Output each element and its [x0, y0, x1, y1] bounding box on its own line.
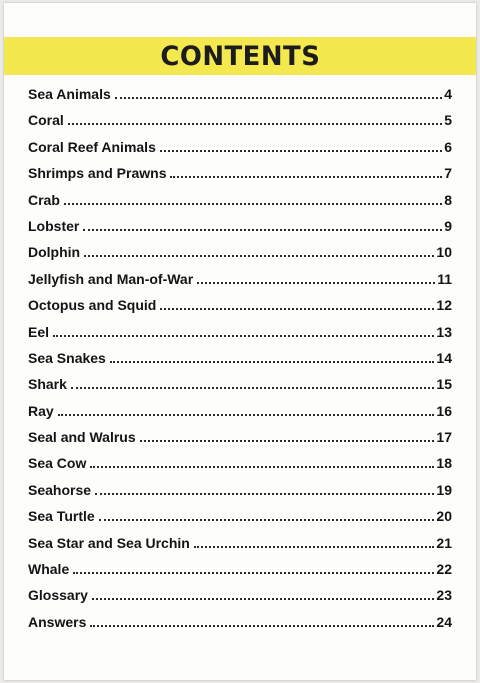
page-title: CONTENTS	[159, 40, 321, 72]
dot-leader	[83, 229, 442, 231]
toc-entry	[28, 587, 452, 613]
toc-entry-page: 8	[444, 191, 452, 208]
toc-entry-page: 20	[436, 508, 452, 525]
toc-entry-page: 14	[436, 349, 452, 366]
toc-entry-page: 7	[444, 165, 452, 182]
dot-leader	[71, 387, 435, 389]
dot-leader	[64, 203, 442, 205]
toc-entry	[28, 508, 452, 534]
toc-entry-title: Shark	[28, 376, 67, 393]
toc-entry-page: 5	[444, 112, 452, 129]
toc-entry	[28, 535, 452, 561]
toc-entry-title: Jellyfish and Man-of-War	[28, 270, 194, 287]
toc-entry-title: Coral Reef Animals	[28, 138, 156, 155]
toc-entry-page: 6	[444, 138, 452, 155]
toc-entry-title: Sea Snakes	[28, 349, 106, 366]
toc-entry	[28, 297, 452, 323]
contents-page	[4, 3, 476, 680]
toc-entry	[28, 192, 452, 218]
toc-entry	[28, 139, 452, 165]
toc-entry	[28, 86, 452, 112]
toc-entry	[28, 324, 452, 350]
toc-entry-page: 11	[437, 270, 452, 287]
dot-leader	[160, 150, 442, 152]
toc-entry-title: Sea Star and Sea Urchin	[28, 534, 190, 551]
toc-entry-title: Coral	[28, 112, 64, 129]
toc-entry-page: 24	[436, 613, 452, 630]
dot-leader	[92, 598, 434, 600]
toc-entry-title: Lobster	[28, 217, 80, 234]
toc-entry-page: 15	[436, 376, 452, 393]
toc-entry-title: Answers	[28, 613, 87, 630]
toc-entry-page: 16	[436, 402, 452, 419]
toc-entry-title: Octopus and Squid	[28, 297, 157, 314]
toc-entry	[28, 350, 452, 376]
contents-banner	[4, 37, 476, 75]
table-of-contents	[28, 86, 452, 640]
toc-entry-title: Glossary	[28, 587, 88, 604]
toc-entry-title: Whale	[28, 561, 70, 578]
toc-entry-page: 4	[444, 86, 452, 102]
toc-entry-page: 12	[436, 297, 452, 314]
toc-entry-title: Ray	[28, 402, 54, 419]
toc-entry-title: Dolphin	[28, 244, 81, 261]
dot-leader	[58, 414, 435, 416]
dot-leader	[115, 97, 442, 99]
dot-leader	[170, 176, 442, 178]
toc-entry-title: Eel	[28, 323, 50, 340]
toc-entry-page: 13	[436, 323, 452, 340]
dot-leader	[90, 466, 434, 468]
dot-leader	[73, 572, 434, 574]
toc-entry	[28, 455, 452, 481]
toc-entry	[28, 376, 452, 402]
dot-leader	[95, 493, 434, 495]
toc-entry-title: Crab	[28, 191, 60, 208]
dot-leader	[68, 123, 442, 125]
toc-entry-page: 17	[436, 429, 452, 446]
toc-entry-page: 22	[436, 561, 452, 578]
toc-entry	[28, 218, 452, 244]
toc-entry-page: 23	[436, 587, 452, 604]
toc-entry-page: 21	[436, 534, 452, 551]
toc-entry	[28, 403, 452, 429]
toc-entry-title: Sea Cow	[28, 455, 87, 472]
toc-entry	[28, 482, 452, 508]
dot-leader	[110, 361, 435, 363]
dot-leader	[194, 546, 435, 548]
toc-entry-page: 10	[436, 244, 452, 261]
toc-entry-page: 9	[444, 217, 452, 234]
dot-leader	[197, 282, 435, 284]
dot-leader	[160, 308, 434, 310]
toc-entry	[28, 244, 452, 270]
toc-entry	[28, 165, 452, 191]
toc-entry	[28, 614, 452, 640]
toc-entry	[28, 561, 452, 587]
toc-entry-page: 18	[436, 455, 452, 472]
dot-leader	[90, 625, 434, 627]
dot-leader	[53, 335, 434, 337]
dot-leader	[140, 440, 435, 442]
toc-entry-title: Seahorse	[28, 481, 92, 498]
toc-entry	[28, 112, 452, 138]
dot-leader	[84, 255, 434, 257]
dot-leader	[99, 519, 435, 521]
toc-entry-page: 19	[436, 481, 452, 498]
toc-entry	[28, 271, 452, 297]
toc-entry-title: Sea Animals	[28, 86, 111, 102]
toc-entry-title: Shrimps and Prawns	[28, 165, 167, 182]
toc-entry	[28, 429, 452, 455]
toc-entry-title: Seal and Walrus	[28, 429, 136, 446]
toc-entry-title: Sea Turtle	[28, 508, 95, 525]
